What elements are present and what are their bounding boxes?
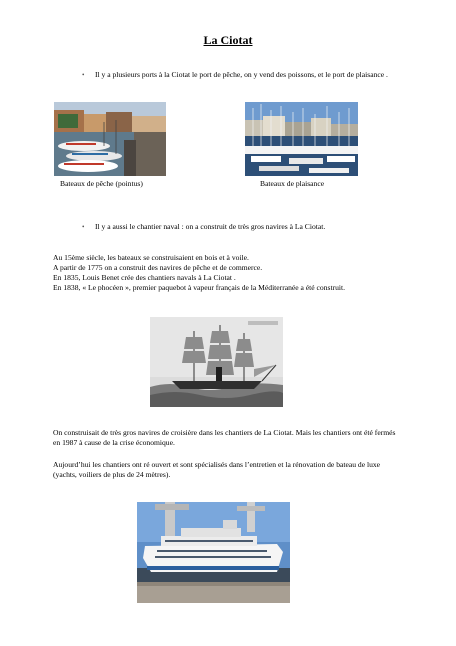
caption-fishing-boats: Bateaux de pêche (pointus) <box>60 179 143 188</box>
bullet-shipyard-text: Il y a aussi le chantier naval : on a construit de très gros navires à La Ciotat. <box>95 222 326 231</box>
bullet-icon: • <box>82 71 85 79</box>
caption-pleasure-boats: Bateaux de plaisance <box>260 179 325 188</box>
history-line: En 1838, « Le phocéen », premier paquebot à vapeur français de la Méditerranée a été construit. <box>53 283 346 292</box>
bullet-shipyard <box>82 222 415 232</box>
page-title: La Ciotat <box>203 33 253 47</box>
shipyard-today-paragraph <box>53 460 403 480</box>
bullet-ports-text: Il y a plusieurs ports à la Ciotat le port de pêche, on y vend des poissons, et le port de plaisance . <box>95 70 388 79</box>
cruise-ship-photo <box>137 502 290 603</box>
shipyard-today-text: Aujourd’hui les chantiers ont ré ouvert et sont spécialisés dans l’entretien et la rénovation de bateau de luxe (yachts, voiliers de plus de 24 mètres). <box>53 460 381 479</box>
cruise-ships-paragraph <box>53 428 403 448</box>
history-line: En 1835, Louis Benet crée des chantiers navals à La Ciotat . <box>53 273 236 282</box>
pleasure-boats-photo <box>245 102 358 176</box>
steamship-engraving-photo <box>150 317 283 407</box>
history-line: A partir de 1775 on a construit des navires de pêche et de commerce. <box>53 263 263 272</box>
history-paragraph <box>53 253 403 293</box>
bullet-ports <box>82 70 405 80</box>
cruise-ships-text: On construisait de très gros navires de croisière dans les chantiers de La Ciotat. Mais les chantiers ont été fermés en 1987 à cause de la crise économique. <box>53 428 396 447</box>
bullet-icon: • <box>82 223 85 231</box>
fishing-boats-photo <box>54 102 166 176</box>
history-line: Au 15ème siècle, les bateaux se construisaient en bois et à voile. <box>53 253 249 262</box>
